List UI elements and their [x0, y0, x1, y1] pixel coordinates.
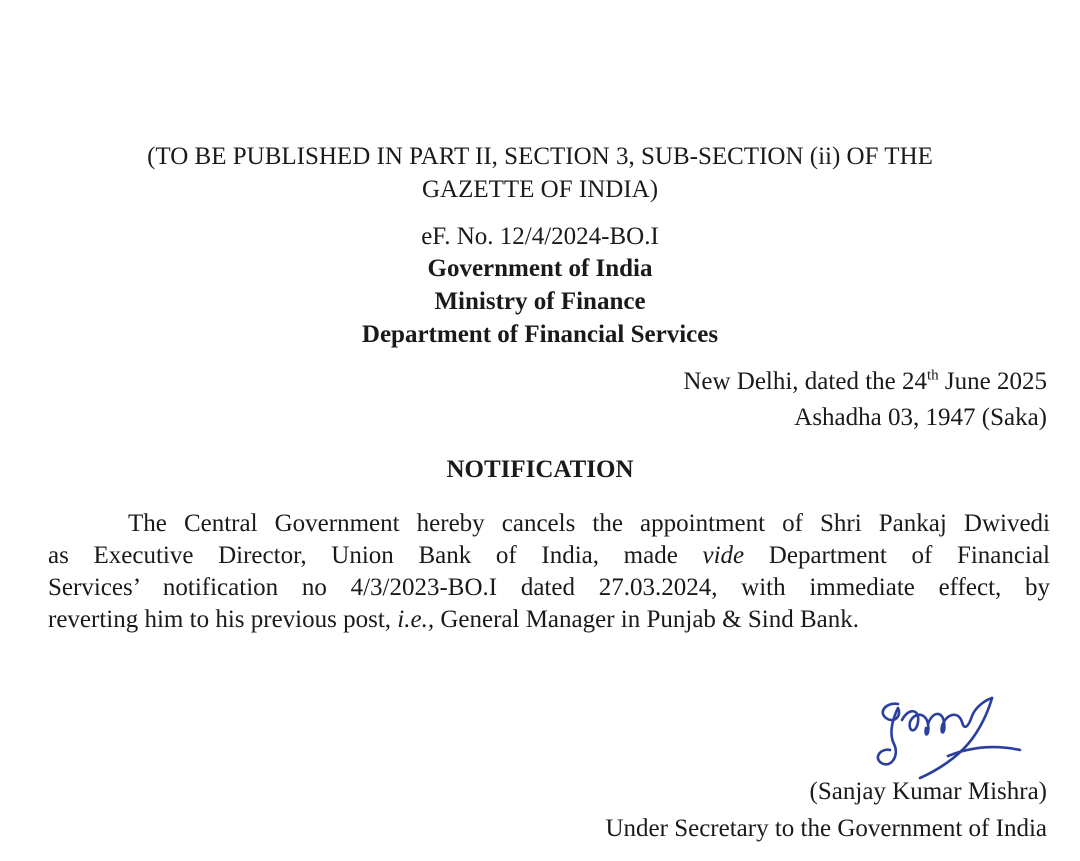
file-number: eF. No. 12/4/2024-BO.I — [421, 223, 659, 250]
government-heading: Government of India — [427, 255, 653, 282]
notification-line-2 — [48, 540, 1050, 572]
signatory-designation: Under Secretary to the Government of India — [605, 815, 1047, 842]
publication-instruction-line1: (TO BE PUBLISHED IN PART II, SECTION 3, SUB-SECTION (ii) OF THE — [147, 143, 933, 170]
date-month-year: June 2025 — [938, 368, 1047, 395]
notification-line-1: The Central Government hereby cancels the appointment of Shri Pankaj Dwivedi — [128, 510, 1050, 537]
notification-line-4 — [48, 604, 1050, 636]
saka-date: Ashadha 03, 1947 (Saka) — [794, 404, 1047, 431]
notification-line-3: Services’ notification no 4/3/2023-BO.I dated 27.03.2024, with immediate effect, by — [48, 574, 1050, 601]
line4-ie: i.e., — [397, 606, 435, 633]
signatory-name: (Sanjay Kumar Mishra) — [809, 778, 1047, 805]
date-place-prefix: New Delhi, dated the 24 — [683, 368, 927, 395]
ministry-heading: Ministry of Finance — [434, 288, 646, 315]
publication-instruction-line2: GAZETTE OF INDIA) — [421, 176, 659, 203]
line2-part-a: as Executive Director, Union Bank of India, made — [48, 542, 703, 569]
line2-part-b: Department of Financial — [744, 542, 1050, 569]
date-day-suffix: th — [927, 367, 939, 384]
date-line — [683, 367, 1047, 397]
line4-part-b: General Manager in Punjab & Sind Bank. — [434, 606, 859, 633]
notification-body — [48, 508, 1050, 636]
line2-vide: vide — [702, 542, 745, 569]
department-heading: Department of Financial Services — [361, 321, 719, 348]
notification-heading: NOTIFICATION — [446, 456, 634, 483]
line4-part-a: reverting him to his previous post, — [48, 606, 398, 633]
